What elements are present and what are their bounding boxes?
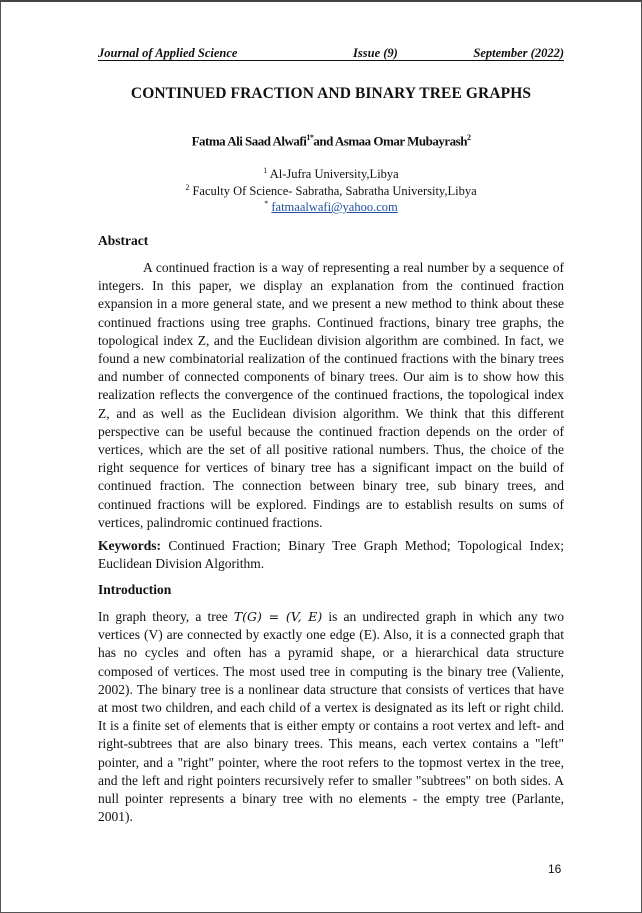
issue-number: Issue (9) (353, 46, 398, 60)
abstract-heading: Abstract (98, 233, 149, 248)
introduction-body (98, 608, 564, 826)
author-2: Asmaa Omar Mubayrash (334, 133, 467, 149)
keywords-text: Continued Fraction; Binary Tree Graph Method; Topological Index; Euclidean Division Algorithm. (98, 538, 564, 572)
keywords-label: Keywords: (98, 538, 161, 553)
affiliation-text: Faculty Of Science- Sabratha, Sabratha University,Libya (189, 184, 477, 199)
publication-date: September (2022) (473, 46, 564, 60)
email-link[interactable]: fatmaalwafi@yahoo.com (271, 200, 398, 215)
journal-name: Journal of Applied Science (98, 46, 238, 60)
tree-formula: T(G) = (V, E) (233, 609, 323, 624)
affiliation-text: Al-Jufra University,Libya (267, 167, 399, 182)
author-line (98, 133, 564, 149)
affiliation-mark: 1 (263, 166, 268, 175)
author-2-affiliation-mark: 2 (466, 133, 471, 142)
author-1-affiliation-mark: 1* (306, 133, 314, 142)
intro-text-start: In graph theory, a tree (98, 609, 234, 624)
introduction-heading: Introduction (98, 582, 172, 597)
author-1: Fatma Ali Saad Alwafi (191, 133, 307, 149)
author-connector: and (313, 133, 335, 149)
affiliation-1 (98, 166, 564, 182)
running-header (98, 44, 564, 61)
affiliation-2 (98, 183, 564, 199)
corresponding-email (98, 199, 564, 215)
paper-title: CONTINUED FRACTION AND BINARY TREE GRAPHS (130, 85, 532, 102)
page-number: 16 (548, 862, 562, 876)
corresponding-mark: * (264, 199, 269, 208)
intro-text-rest: is an undirected graph in which any two vertices (V) are connected by exactly one edge (E). Also, it is a connected graph that has no cycles and often has a pyramid shape, or a hierarchical data structure composed of vertices. The most used tree in computing is the binary tree (Valiente, 2002). The binary tree is a nonlinear data structure that consists of vertices that have at most two children, and each child of a vertex is designated as its left or right child. It is a finite set of elements that is either empty or contains a root vertex and left- and right-subtrees that are also binary trees. This means, each vertex contains a "left" pointer, and a "right" pointer, where the root refers to the topmost vertex in the tree, and the left and right pointers recursively refer to smaller "subtrees" on both sides. A null pointer represents a binary tree with no elements - the empty tree (Parlante, 2001). (98, 609, 564, 825)
affiliation-mark: 2 (185, 183, 190, 192)
keywords (98, 537, 564, 573)
abstract-body: A continued fraction is a way of representing a real number by a sequence of integers. In this paper, we display an explanation from the continued fraction expansion in a more general state, and we present a new method to think about these continued fractions using tree graphs. Continued fractions, binary tree graphs, the topological index Z, and the Euclidean division algorithm are combined. In fact, we found a new combinatorial realization of the continued fractions with the binary trees and number of connected components of binary trees. Our aim is to show how this realization reflects the convergence of the continued fractions, the topological index Z, and as well as the Euclidean division algorithm. We think that this different perspective can be useful because the continued fraction depends on the order of vertices, which are the set of all positive rational numbers. Thus, the choice of the right sequence for vertices of binary tree has a significant impact on the build of continued fraction. The connection between binary tree, sub binary trees, and continued fractions will be explored. Findings are to establish results on sums of vertices, palindromic continued fractions. (98, 260, 564, 530)
